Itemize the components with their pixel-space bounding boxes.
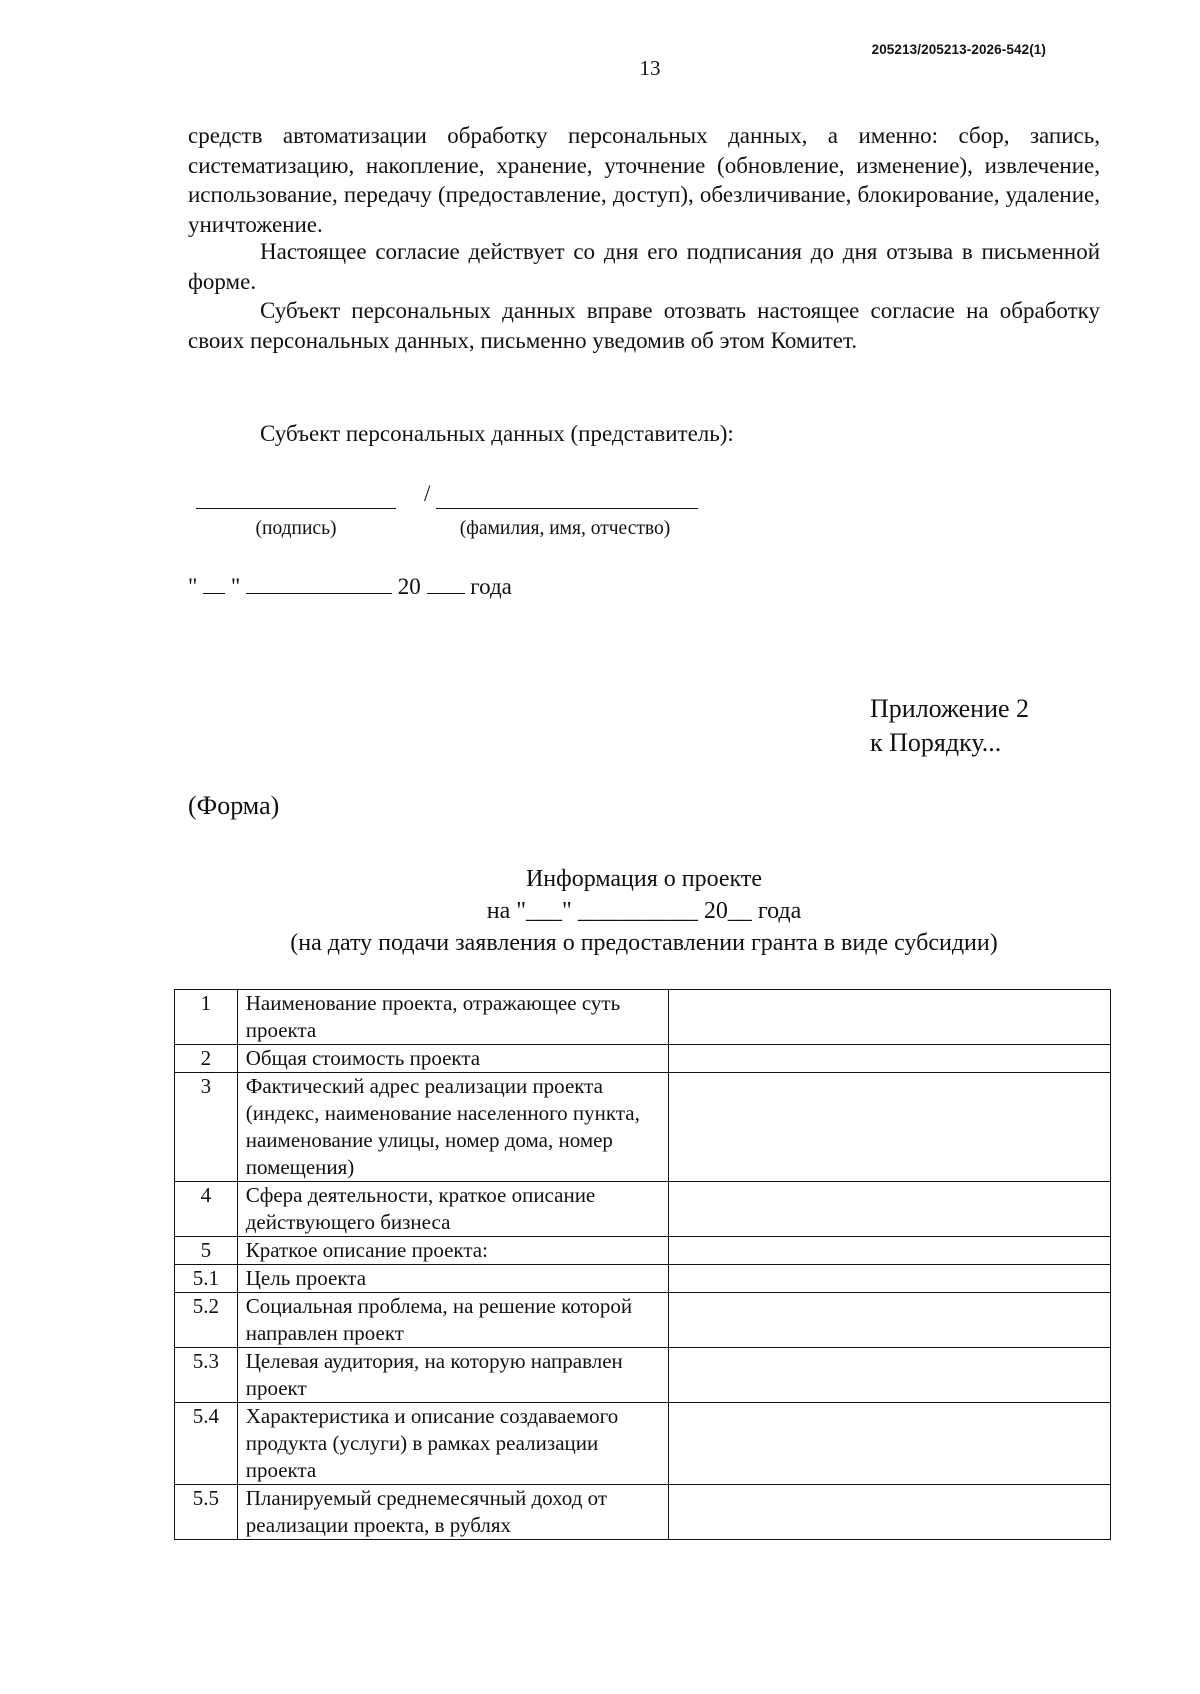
row-number: 5.4 [175,1403,238,1485]
row-label: Планируемый среднемесячный доход от реализации проекта, в рублях [237,1485,668,1540]
form-title: Информация о проекте [525,866,763,892]
row-value-cell[interactable] [668,1293,1110,1348]
day-blank [203,573,225,594]
appendix-line-2: к Порядку... [870,728,1002,757]
table-row [175,1237,1111,1265]
table-row [175,1403,1111,1485]
row-label: Общая стоимость проекта [237,1045,668,1073]
date-quote-open: " [188,574,198,599]
signature-line [196,508,396,509]
table-row [175,1045,1111,1073]
row-value-cell[interactable] [668,1348,1110,1403]
form-date-line: на "___" __________ 20__ года [486,898,802,924]
date-year-suffix: года [470,574,512,599]
row-label: Краткое описание проекта: [237,1237,668,1265]
row-label: Цель проекта [237,1265,668,1293]
form-label: (Форма) [188,791,280,820]
consent-scope-paragraph: средств автоматизации обработку персональных данных, а именно: сбор, запись, систематизацию, накопление, хранение, уточнение (обновление, изменение), извлечение, использование, передачу (предоставление, доступ), обезличивание, блокирование, удаление, уничтожение. [188,123,1100,237]
row-number: 5 [175,1237,238,1265]
row-number: 3 [175,1073,238,1182]
appendix-reference [870,692,1029,760]
date-year-prefix: 20 [397,574,421,599]
project-info-table [174,989,1111,1540]
row-value-cell[interactable] [668,1265,1110,1293]
row-value-cell[interactable] [668,1182,1110,1237]
table-row [175,1485,1111,1540]
table-row [175,1293,1111,1348]
row-number: 4 [175,1182,238,1237]
row-number: 5.2 [175,1293,238,1348]
table-row [175,1265,1111,1293]
table-row [175,1182,1111,1237]
row-label: Социальная проблема, на решение которой направлен проект [237,1293,668,1348]
document-id: 205213/205213-2026-542(1) [871,42,1046,57]
consent-validity-paragraph: Настоящее согласие действует со дня его подписания до дня отзыва в письменной форме. [188,239,1100,294]
signature-separator: / [424,481,431,506]
row-label: Фактический адрес реализации проекта (индекс, наименование населенного пункта, наименование улицы, номер дома, номер помещения) [237,1073,668,1182]
row-number: 1 [175,990,238,1045]
row-value-cell[interactable] [668,1073,1110,1182]
table-row [175,1073,1111,1182]
full-name-line [436,508,698,509]
row-value-cell[interactable] [668,1485,1110,1540]
full-name-label: (фамилия, имя, отчество) [459,518,671,539]
consent-withdrawal-paragraph: Субъект персональных данных вправе отозвать настоящее согласие на обработку своих персональных данных, письменно уведомив об этом Комитет. [188,298,1100,353]
signature-date-line [188,573,512,600]
signature-label: (подпись) [255,518,337,539]
row-number: 5.1 [175,1265,238,1293]
row-label: Сфера деятельности, краткое описание действующего бизнеса [237,1182,668,1237]
row-value-cell[interactable] [668,990,1110,1045]
row-value-cell[interactable] [668,1403,1110,1485]
table-row [175,1348,1111,1403]
row-label: Наименование проекта, отражающее суть проекта [237,990,668,1045]
month-blank [246,573,392,594]
row-number: 5.3 [175,1348,238,1403]
row-label: Характеристика и описание создаваемого продукта (услуги) в рамках реализации проекта [237,1403,668,1485]
row-label: Целевая аудитория, на которую направлен проект [237,1348,668,1403]
signature-caption: Субъект персональных данных (представитель): [260,421,734,446]
form-subtitle: (на дату подачи заявления о предоставлении гранта в виде субсидии) [290,930,998,956]
row-value-cell[interactable] [668,1237,1110,1265]
row-value-cell[interactable] [668,1045,1110,1073]
appendix-line-1: Приложение 2 [870,694,1030,723]
row-number: 2 [175,1045,238,1073]
table-row [175,990,1111,1045]
date-quote-close: " [230,574,241,599]
page-number: 13 [639,56,661,80]
row-number: 5.5 [175,1485,238,1540]
year-blank [427,573,465,594]
